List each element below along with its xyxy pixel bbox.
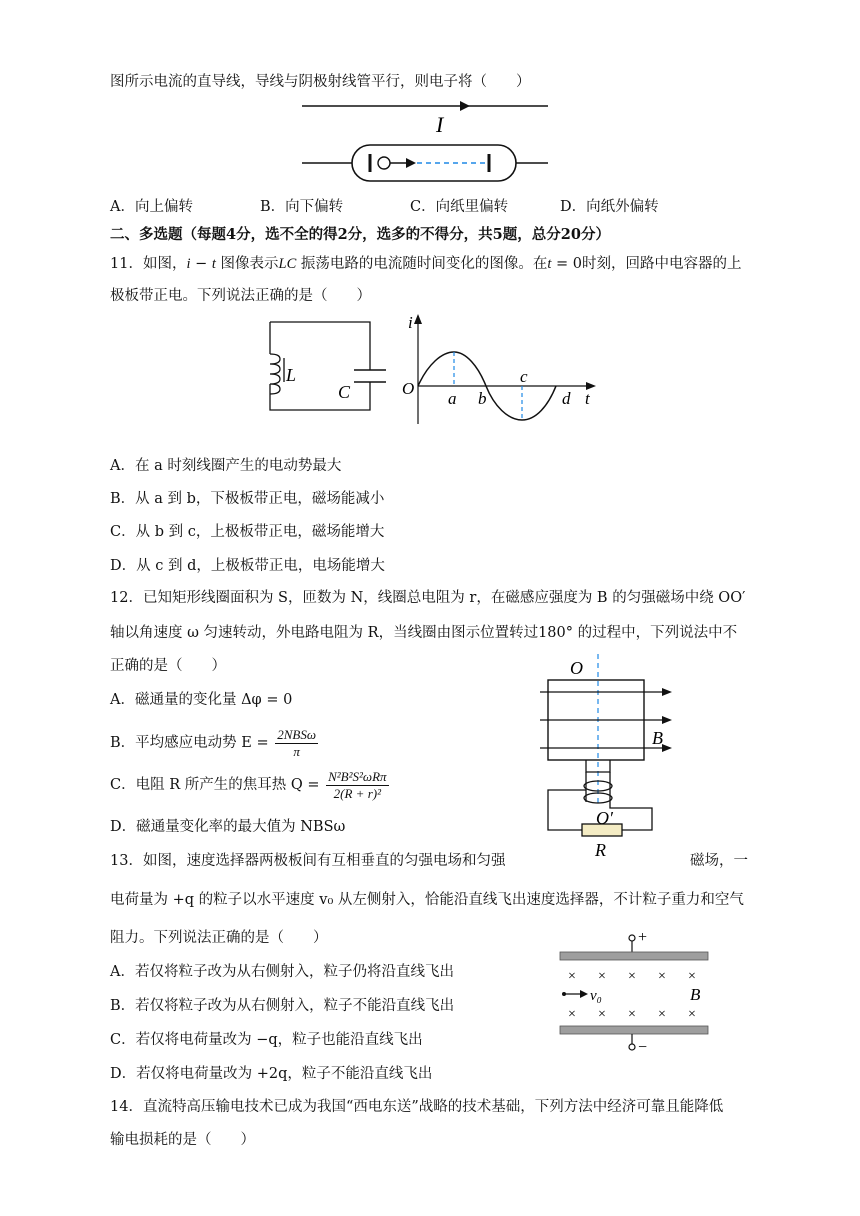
q14-line-1: 14．直流特高压输电技术已成为我国“西电东送”战略的技术基础，下列方法中经济可靠且能降低 <box>110 1099 724 1115</box>
q11-axis-t: t <box>585 389 590 408</box>
q11-text-d: 时刻，回路中电容器的上 <box>581 256 742 272</box>
q11-text-b: 图像表示 <box>220 256 279 272</box>
field-cross: × <box>598 1007 606 1022</box>
q11-point-c: c <box>520 367 528 386</box>
q10-option-c: C．向纸里偏转 <box>410 199 509 215</box>
q11-capacitor-label: C <box>338 382 351 402</box>
q11-point-b: b <box>478 389 487 408</box>
q13-velocity-selector <box>556 928 716 1056</box>
field-cross: × <box>568 969 576 984</box>
q10-option-a: A．向上偏转 <box>110 199 193 215</box>
field-cross: × <box>658 969 666 984</box>
q12-option-d: D．磁通量变化率的最大值为 NBSω <box>110 819 346 835</box>
q11-point-a: a <box>448 389 457 408</box>
q10-option-b: B．向下偏转 <box>260 199 344 215</box>
field-cross: × <box>628 969 636 984</box>
q13-line-3: 阻力。下列说法正确的是（ ） <box>110 930 328 946</box>
q13-line-2: 电荷量为 +q 的粒子以水平速度 v₀ 从左侧射入，恰能沿直线飞出速度选择器，不计粒子重力和空气 <box>110 892 744 908</box>
q11-origin: O <box>402 379 415 398</box>
q11-lc-circuit <box>262 318 382 414</box>
q13-option-c: C．若仅将电荷量改为 −q，粒子也能沿直线飞出 <box>110 1032 423 1048</box>
field-cross: × <box>628 1007 636 1022</box>
q11-inductor-label: L <box>286 365 297 385</box>
q10-stem: 图所示电流的直导线，导线与阴极射线管平行，则电子将（ ） <box>110 74 531 90</box>
q11-line-1: 11．如图，i − t 图像表示LC 振荡电路的电流随时间变化的图像。在t = 0时刻，回路中电容器的上 <box>110 256 742 272</box>
q13-minus-terminal: − <box>638 1039 648 1056</box>
q13-velocity-label: v₀ <box>590 988 602 1004</box>
q13-option-d: D．若仅将电荷量改为 +2q，粒子不能沿直线飞出 <box>110 1066 433 1082</box>
q12-label-o: O <box>570 658 583 678</box>
q12-option-b-text: B．平均感应电动势 E = <box>110 735 269 751</box>
field-cross: × <box>688 1007 696 1022</box>
q11-text-a: 11．如图， <box>110 256 187 272</box>
q12-option-c <box>110 766 391 804</box>
q11-axis-i: i <box>408 313 413 332</box>
field-cross: × <box>598 969 606 984</box>
q13-line-1b: 磁场，一 <box>690 853 748 869</box>
q14-line-2: 输电损耗的是（ ） <box>110 1132 255 1148</box>
q12-label-o-prime: O′ <box>596 808 613 828</box>
q12-option-b-numerator: 2NBSω <box>277 726 317 742</box>
q13-option-a: A．若仅将粒子改为从右侧射入，粒子仍将沿直线飞出 <box>110 964 454 980</box>
q12-option-b <box>110 724 320 762</box>
q12-line-3: 正确的是（ ） <box>110 658 226 674</box>
q10-figure <box>290 96 550 186</box>
q11-it-graph <box>398 312 598 432</box>
q10-current-label: I <box>436 112 444 137</box>
q12-line-2: 轴以角速度 ω 匀速转动，外电路电阻为 R，当线圈由图示位置转过180° 的过程中，下列说法中不 <box>110 625 738 641</box>
q11-point-d: d <box>562 389 571 408</box>
q12-option-b-fraction <box>275 727 318 760</box>
section-2-heading: 二、多选题（每题4分，选不全的得2分，选多的不得分，共5题，总分20分） <box>110 226 610 243</box>
field-cross: × <box>688 969 696 984</box>
q13-field-label: B <box>690 985 701 1004</box>
q12-option-b-denominator: π <box>293 743 300 759</box>
q10-options <box>110 197 710 217</box>
field-cross: × <box>658 1007 666 1022</box>
q11-option-b: B．从 a 到 b，下极板带正电，磁场能减小 <box>110 491 385 507</box>
q11-option-d: D．从 c 到 d，上极板带正电，电场能增大 <box>110 558 385 574</box>
q11-option-a: A．在 a 时刻线圈产生的电动势最大 <box>110 458 342 474</box>
q12-label-b: B <box>652 728 663 748</box>
q13-plus-terminal: + <box>638 929 648 946</box>
q12-option-c-denominator: 2(R + r)² <box>333 785 381 801</box>
q10-option-d: D．向纸外偏转 <box>560 199 659 215</box>
q11-option-c: C．从 b 到 c，上极板带正电，磁场能增大 <box>110 524 385 540</box>
q13-magnetic-field-marks <box>568 969 696 1022</box>
q12-label-r: R <box>595 840 606 860</box>
q12-coil-figure <box>540 654 680 860</box>
q12-option-c-fraction <box>326 769 388 802</box>
field-cross: × <box>568 1007 576 1022</box>
q13-line-1a: 13．如图，速度选择器两极板间有互相垂直的匀强电场和匀强 <box>110 853 506 869</box>
q11-text-c: 振荡电路的电流随时间变化的图像。在 <box>300 256 548 272</box>
q11-line-2: 极板带正电。下列说法正确的是（ ） <box>110 288 371 304</box>
q12-option-c-text: C．电阻 R 所产生的焦耳热 Q = <box>110 777 320 793</box>
q12-option-a: A．磁通量的变化量 Δφ = 0 <box>110 692 293 708</box>
q13-option-b: B．若仅将粒子改为从右侧射入，粒子不能沿直线飞出 <box>110 998 455 1014</box>
q12-line-1: 12．已知矩形线圈面积为 S，匝数为 N，线圈总电阻为 r，在磁感应强度为 B 的匀强磁场中绕 OO′ <box>110 590 746 606</box>
q12-option-c-numerator: N²B²S²ωRπ <box>328 768 387 784</box>
